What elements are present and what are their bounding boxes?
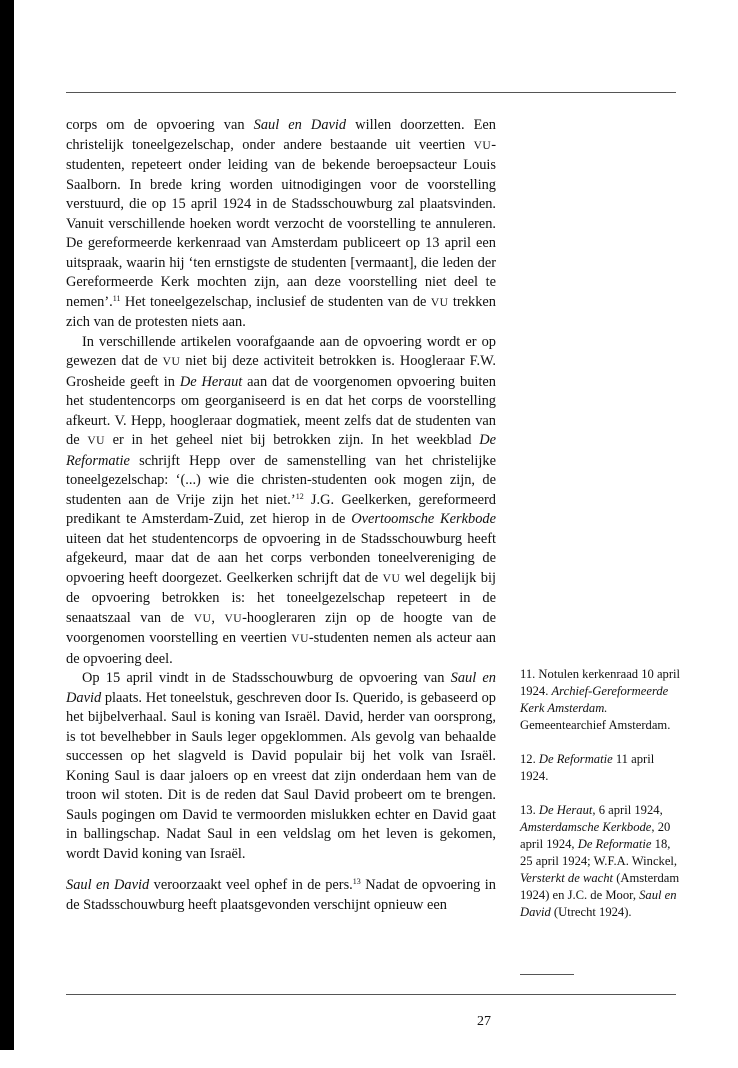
small-caps: VU: [224, 612, 243, 625]
small-caps: VU: [87, 435, 105, 447]
footnote-end-rule: [520, 974, 574, 975]
footnote-ref-11: 11: [112, 293, 121, 303]
footnotes-column: [520, 666, 684, 921]
small-caps: VU: [291, 633, 309, 645]
paragraph-3: Op 15 april vindt in de Stadsschouwburg de opvoering van Saul en David plaats. Het toneelstuk, geschreven door Is. Querido, is gebaseerd op het bijbelverhaal. Saul is koning van Israël. David, herder van oorsprong, is tot bevelhebber in Sauls leger opgeklommen. Als gevolg van behaalde successen op het slagveld is David populair bij het volk van Israël. Koning Saul is daar jaloers op en vreest dat zijn onderdaan hem van de troon wil stoten. Dit is de reden dat Saul David probeert om te brengen. Sauls pogingen om David te vermoorden mislukken echter en David gaat in ballingschap. Nadat Saul in een veldslag om het leven is gekomen, wordt David koning van Israël.: [66, 670, 497, 862]
title-italic: Saul en David: [253, 117, 347, 133]
paragraph-2: In verschillende artikelen voorafgaande aan de opvoering wordt er op gewezen dat de VU niet bij deze activiteit betrokken is. Hoogleraar F.W. Grosheide geeft in De Heraut aan dat de voorgenomen opvoering buiten het studentencorps om georganiseerd is en dat het corps de voorstelling afkeurt. V. Hepp, hoogleraar dogmatiek, meent zelfs dat de studenten van de VU er in het geheel niet bij betrokken zijn. In het weekblad De Reformatie schrijft Hepp over de samenstelling van het christelijke toneelgezelschap: ‘(...) wie die christen-studenten ook mogen zijn, de studenten aan de Vrije zijn het niet.’$^{12}$ J.G. Geelkerken, gereformeerd predikant te Amsterdam-Zuid, zet hierop in de Overtoomsche Kerkbode uiteen dat het studentencorps de opvoering in de Stadsschouwburg heeft afgekeurd, maar dat de aan het corps verbonden toneelvereniging de opvoering heeft doorgezet. Geelkerken schrijft dat de VU wel degelijk bij de opvoering betrokken is: het toneelgezelschap repeteert in de senaatszaal van de VU, VU-hoogleraren zijn op de hoogte van de voorgenomen voorstelling en veertien VU-studenten nemen als acteur aan de opvoering deel.: [66, 333, 497, 667]
title-italic: Saul en David: [66, 670, 497, 706]
bottom-rule: [66, 994, 676, 995]
title-italic: Saul en David: [66, 877, 150, 893]
paragraph-1: corps om de opvoering van Saul en David willen doorzetten. Een christelijk toneelgezelschap, onder andere bestaande uit veertien VU-studenten, repeteert onder leiding van de bekende beroepsacteur Louis Saalborn. In brede kring worden uitnodigingen voor de voorstelling verstuurd, die op 15 april 1924 in de Stadsschouwburg zal plaatsvinden. Vanuit verschillende hoeken wordt verzocht de voorstelling te annuleren. De gereformeerde kerkenraad van Amsterdam publiceert op 13 april een uitspraak, waarin hij ‘ten ernstigste de studenten [vermaant], die leden der Gereformeerde Kerk mochten zijn, aan deze voorstelling niet deel te nemen’.$^{11}$ Het toneelgezelschap, inclusief de studenten van de VU trekken zich van de protesten niets aan.: [66, 117, 497, 330]
footnote-ref-12: 12: [295, 491, 304, 501]
small-caps: VU: [193, 612, 212, 625]
title-italic: Overtoomsche Kerkbode: [351, 511, 496, 527]
footnote-12: 12. De Reformatie 11 april 1924.: [520, 752, 655, 783]
small-caps: VU: [473, 139, 492, 152]
title-italic: De Reformatie: [66, 432, 497, 469]
footnote-11: 11. Notulen kerkenraad 10 april 1924. Archief-Gereformeerde Kerk Amsterdam. Gemeentearchief Amsterdam.: [520, 667, 681, 732]
page-number: 27: [477, 1014, 491, 1029]
title-italic: De Heraut: [179, 373, 243, 390]
small-caps: VU: [430, 296, 449, 309]
small-caps: VU: [382, 572, 401, 585]
footnote-ref-13: 13: [352, 877, 361, 886]
top-rule: [66, 92, 676, 93]
footnote-13: 13. De Heraut, 6 april 1924, Amsterdamsche Kerkbode, 20 april 1924, De Reformatie 18, 25 april 1924; W.F.A. Winckel, Versterkt de wacht (Amsterdam 1924) en J.C. de Moor, Saul en David (Utrecht 1924).: [520, 803, 680, 919]
small-caps: VU: [162, 356, 181, 368]
page-edge-shadow: [0, 0, 14, 1050]
main-text-column: [66, 116, 496, 915]
paragraph-4: Saul en David veroorzaakt veel ophef in de pers.$^{13}$ Nadat de opvoering in de Stadsschouwburg heeft plaatsgevonden verschijnt opnieuw een: [66, 877, 496, 913]
